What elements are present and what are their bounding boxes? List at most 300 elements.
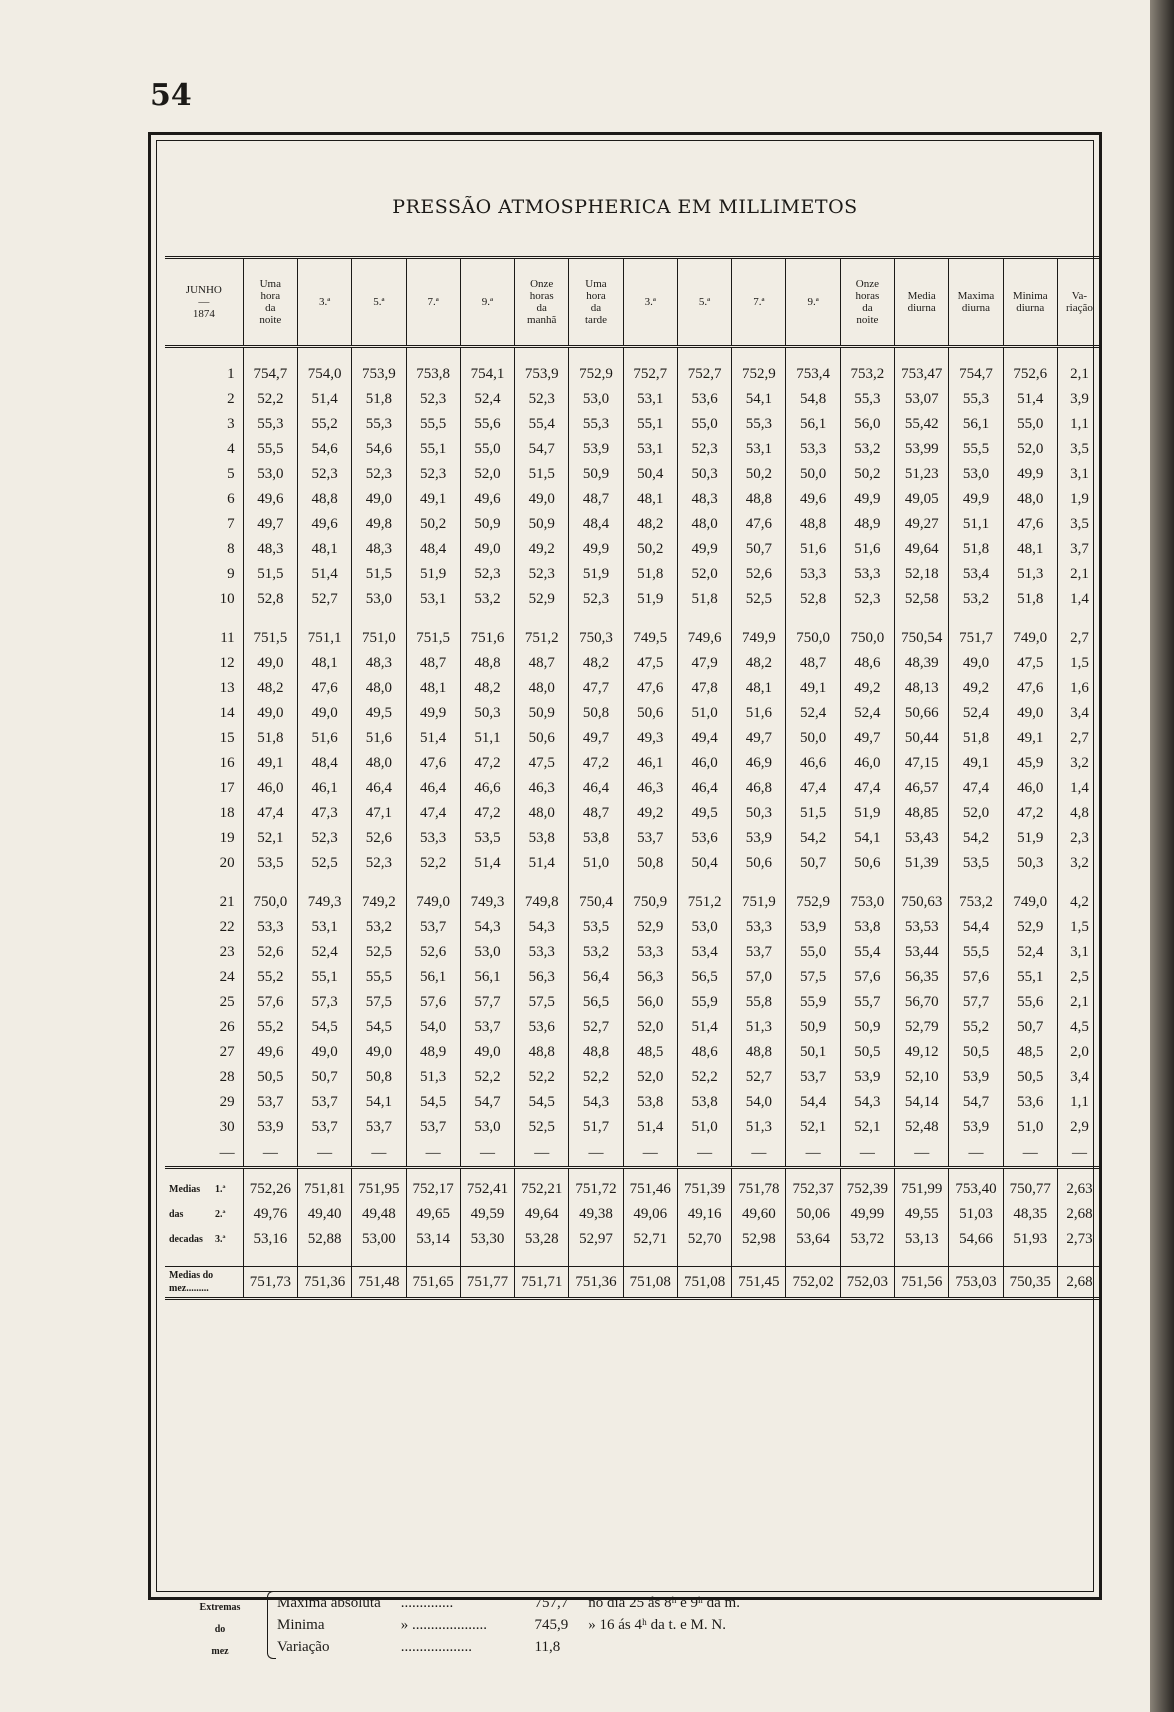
value-cell: 49,1 (1003, 726, 1057, 751)
value-cell: 52,7 (297, 587, 351, 612)
spacer-cell (840, 347, 894, 363)
value-cell: 49,0 (460, 1040, 514, 1065)
value-cell: 50,66 (895, 701, 949, 726)
value-cell: 753,2 (949, 890, 1003, 915)
column-header-line: 7.ª (427, 296, 439, 308)
value-cell: 46,0 (1003, 776, 1057, 801)
value-cell: 50,6 (840, 851, 894, 876)
value-cell: 53,6 (515, 1015, 569, 1040)
value-cell: 52,3 (677, 437, 731, 462)
value-cell: 54,6 (352, 437, 406, 462)
spacer-cell (895, 876, 949, 890)
extreme-note: » 16 ás 4ʰ da t. e M. N. (588, 1617, 726, 1633)
decade-mean-cell: 54,66 (949, 1227, 1003, 1252)
value-cell: 52,0 (623, 1065, 677, 1090)
day-cell: 15 (165, 726, 243, 751)
spacer-cell (297, 1168, 351, 1178)
value-cell: 50,2 (732, 462, 786, 487)
value-cell: 49,0 (297, 701, 351, 726)
value-cell: 3,7 (1070, 541, 1089, 557)
decade-mean-label (165, 1177, 243, 1202)
value-cell: 51,9 (840, 801, 894, 826)
spacer-cell (895, 347, 949, 363)
extreme-name: Variação (277, 1639, 330, 1655)
value-cell: 52,0 (949, 801, 1003, 826)
column-header-line: JUNHO (185, 284, 222, 296)
value-cell: 50,5 (1003, 1065, 1057, 1090)
value-cell: 52,8 (243, 587, 297, 612)
value-cell: 52,6 (406, 940, 460, 965)
day-cell: 11 (165, 626, 243, 651)
value-cell: 51,8 (623, 562, 677, 587)
value-cell: 48,2 (460, 676, 514, 701)
value-cell: 57,3 (297, 990, 351, 1015)
column-header-line: noite (856, 314, 879, 326)
value-cell: 53,3 (732, 915, 786, 940)
decade-number: 3.ª (215, 1234, 226, 1245)
value-cell: 57,0 (732, 965, 786, 990)
value-cell: 56,3 (623, 965, 677, 990)
value-cell: 3,1 (1070, 466, 1089, 482)
day-cell: 1 (165, 362, 243, 387)
column-header-line: da (590, 302, 602, 314)
month-mean-cell: 751,48 (352, 1267, 406, 1299)
value-cell: 50,6 (623, 701, 677, 726)
value-cell: 54,6 (297, 437, 351, 462)
extreme-dots: » .................... (400, 1617, 487, 1633)
value-cell: 50,3 (1003, 851, 1057, 876)
value-cell: 53,2 (569, 940, 623, 965)
value-cell: 51,7 (569, 1115, 623, 1140)
value-cell: 48,6 (840, 651, 894, 676)
value-cell: 50,7 (297, 1065, 351, 1090)
day-cell: 29 (165, 1090, 243, 1115)
extreme-dots: .............. (400, 1595, 454, 1611)
value-cell: 52,9 (1003, 915, 1057, 940)
value-cell: 46,4 (677, 776, 731, 801)
spacer-cell (406, 1252, 460, 1267)
value-cell: 3,2 (1070, 755, 1089, 771)
value-cell: 48,3 (352, 537, 406, 562)
value-cell: 53,9 (243, 1115, 297, 1140)
value-cell: 54,7 (460, 1090, 514, 1115)
value-cell: 50,2 (406, 512, 460, 537)
value-cell: 53,44 (895, 940, 949, 965)
value-cell: 52,48 (895, 1115, 949, 1140)
value-cell: 52,6 (243, 940, 297, 965)
value-cell: 53,1 (406, 587, 460, 612)
value-cell: 53,2 (460, 587, 514, 612)
value-cell: 49,6 (297, 512, 351, 537)
value-cell: 57,6 (406, 990, 460, 1015)
value-cell: 1,6 (1070, 680, 1089, 696)
spacer-cell (460, 612, 514, 626)
value-cell: 56,35 (895, 965, 949, 990)
table-row (165, 362, 1101, 387)
decade-mean-cell: 53,72 (840, 1227, 894, 1252)
value-cell: 52,3 (352, 462, 406, 487)
decade-mean-cell: 53,16 (243, 1227, 297, 1252)
decade-mean-cell: 2,63 (1066, 1181, 1093, 1197)
dash-cell: — (515, 1140, 569, 1168)
value-cell: 51,8 (1003, 587, 1057, 612)
value-cell: 47,4 (786, 776, 840, 801)
spacer-cell (949, 612, 1003, 626)
table-row (165, 726, 1101, 751)
value-cell: 57,6 (243, 990, 297, 1015)
value-cell: 55,3 (949, 387, 1003, 412)
value-cell: 53,3 (786, 562, 840, 587)
value-cell: 52,2 (677, 1065, 731, 1090)
dash-cell: — (352, 1140, 406, 1168)
value-cell: 53,0 (460, 1115, 514, 1140)
extreme-min-row (277, 1613, 726, 1637)
value-cell: 54,5 (352, 1015, 406, 1040)
table-row (165, 676, 1101, 701)
value-cell: 52,0 (460, 462, 514, 487)
spacer-cell (460, 347, 514, 363)
spacer-cell (949, 347, 1003, 363)
dash-cell: — (895, 1140, 949, 1168)
value-cell: 49,7 (243, 512, 297, 537)
value-cell: 1,4 (1070, 780, 1089, 796)
column-header-line: Va- (1071, 290, 1088, 302)
decade-mean-cell: 51,03 (949, 1202, 1003, 1227)
value-cell: 54,3 (460, 915, 514, 940)
decade-mean-label (165, 1202, 243, 1227)
value-cell: 56,0 (623, 990, 677, 1015)
column-header (1057, 258, 1101, 347)
value-cell: 51,8 (243, 726, 297, 751)
month-mean-cell: 751,08 (677, 1267, 731, 1299)
value-cell: 55,8 (732, 990, 786, 1015)
value-cell: 49,1 (243, 751, 297, 776)
value-cell: 48,2 (569, 651, 623, 676)
value-cell: 52,2 (243, 387, 297, 412)
day-cell: 18 (165, 801, 243, 826)
value-cell: 750,3 (569, 626, 623, 651)
value-cell: 55,5 (949, 940, 1003, 965)
value-cell: 53,3 (840, 562, 894, 587)
column-header-line: diurna (961, 302, 991, 314)
dash-cell: — (1003, 1140, 1057, 1168)
value-cell: 2,0 (1070, 1044, 1089, 1060)
month-mean-row (165, 1267, 1101, 1299)
value-cell: 52,8 (786, 587, 840, 612)
dash-row (165, 1140, 1101, 1168)
value-cell: 53,9 (949, 1065, 1003, 1090)
decade-mean-cell: 751,46 (623, 1177, 677, 1202)
value-cell: 47,7 (569, 676, 623, 701)
value-cell: 49,1 (786, 676, 840, 701)
extremes-label-line: mez (211, 1646, 229, 1657)
value-cell: 55,6 (1003, 990, 1057, 1015)
value-cell: 52,4 (460, 387, 514, 412)
value-cell: 49,1 (949, 751, 1003, 776)
value-cell: 54,5 (297, 1015, 351, 1040)
value-cell: 51,4 (677, 1015, 731, 1040)
value-cell: 55,5 (243, 437, 297, 462)
day-cell: 13 (165, 676, 243, 701)
value-cell: 51,4 (460, 851, 514, 876)
value-cell: 48,0 (677, 512, 731, 537)
decade-mean-cell: 52,70 (677, 1227, 731, 1252)
month-mean-cell: 751,56 (895, 1267, 949, 1299)
spacer-cell (840, 612, 894, 626)
value-cell: 48,5 (1003, 1040, 1057, 1065)
value-cell: 53,0 (569, 387, 623, 412)
day-cell: 25 (165, 990, 243, 1015)
value-cell: 51,8 (949, 726, 1003, 751)
value-cell: 47,15 (895, 751, 949, 776)
value-cell: 751,0 (352, 626, 406, 651)
value-cell: 57,6 (949, 965, 1003, 990)
column-header-line: 9.ª (481, 296, 494, 308)
value-cell: 53,7 (297, 1115, 351, 1140)
value-cell: 51,39 (895, 851, 949, 876)
spacer-cell (569, 876, 623, 890)
value-cell: 49,9 (1003, 462, 1057, 487)
spacer-cell (1003, 1252, 1057, 1267)
value-cell: 52,4 (949, 701, 1003, 726)
decade-mean-cell: 752,26 (243, 1177, 297, 1202)
value-cell: 1,1 (1070, 1094, 1089, 1110)
decade-mean-cell: 751,95 (352, 1177, 406, 1202)
value-cell: 750,54 (895, 626, 949, 651)
value-cell: 50,8 (623, 851, 677, 876)
month-mean-cell: 751,45 (732, 1267, 786, 1299)
column-header-line: 3.ª (644, 296, 656, 308)
value-cell: 54,8 (786, 387, 840, 412)
decade-mean-cell: 53,64 (786, 1227, 840, 1252)
column-header (297, 258, 351, 347)
value-cell: 754,7 (243, 362, 297, 387)
value-cell: 49,27 (895, 512, 949, 537)
day-cell: 20 (165, 851, 243, 876)
decade-mean-cell: 51,93 (1003, 1227, 1057, 1252)
value-cell: 53,7 (406, 1115, 460, 1140)
spacer-cell (732, 1252, 786, 1267)
column-header-line: da (265, 302, 276, 314)
spacer-cell (515, 612, 569, 626)
decade-mean-cell: 49,59 (460, 1202, 514, 1227)
value-cell: 750,0 (786, 626, 840, 651)
value-cell: 47,5 (515, 751, 569, 776)
value-cell: 51,6 (786, 537, 840, 562)
value-cell: 49,2 (623, 801, 677, 826)
spacer-cell (623, 347, 677, 363)
value-cell: 50,6 (732, 851, 786, 876)
value-cell: 53,4 (677, 940, 731, 965)
decade-mean-cell: 752,17 (406, 1177, 460, 1202)
value-cell: 51,3 (732, 1115, 786, 1140)
extreme-max-row (277, 1591, 740, 1615)
value-cell: 754,1 (460, 362, 514, 387)
value-cell: 51,3 (406, 1065, 460, 1090)
column-header-line: hora (260, 290, 281, 302)
value-cell: 50,44 (895, 726, 949, 751)
value-cell: 53,3 (406, 826, 460, 851)
value-cell: 46,6 (460, 776, 514, 801)
decade-mean-cell: 49,64 (515, 1202, 569, 1227)
spacer-cell (297, 876, 351, 890)
day-cell: 21 (165, 890, 243, 915)
value-cell: 47,5 (1003, 651, 1057, 676)
value-cell: 55,5 (352, 965, 406, 990)
value-cell: 3,2 (1070, 855, 1089, 871)
decade-mean-cell: 752,39 (840, 1177, 894, 1202)
value-cell: 51,8 (949, 537, 1003, 562)
decade-mean-cell: 52,98 (732, 1227, 786, 1252)
table-row (165, 965, 1101, 990)
value-cell: 50,5 (243, 1065, 297, 1090)
value-cell: 55,1 (406, 437, 460, 462)
value-cell: 49,5 (677, 801, 731, 826)
value-cell: 749,6 (677, 626, 731, 651)
decade-mean-cell: 751,99 (895, 1177, 949, 1202)
table-row (165, 437, 1101, 462)
value-cell: 55,5 (949, 437, 1003, 462)
month-mean-cell: 752,03 (840, 1267, 894, 1299)
decade-mean-cell: 53,13 (895, 1227, 949, 1252)
value-cell: 52,58 (895, 587, 949, 612)
day-cell: 22 (165, 915, 243, 940)
day-cell: 2 (165, 387, 243, 412)
value-cell: 48,5 (623, 1040, 677, 1065)
value-cell: 48,4 (297, 751, 351, 776)
value-cell: 49,9 (569, 537, 623, 562)
column-header (352, 258, 406, 347)
value-cell: 51,6 (297, 726, 351, 751)
value-cell: 50,2 (623, 537, 677, 562)
value-cell: 751,2 (515, 626, 569, 651)
month-mean-cell: 2,68 (1057, 1267, 1101, 1299)
table-row (165, 776, 1101, 801)
value-cell: 53,9 (732, 826, 786, 851)
column-header-line: riação (1066, 302, 1093, 314)
spacer-cell (786, 612, 840, 626)
value-cell: 50,7 (1003, 1015, 1057, 1040)
value-cell: 52,6 (732, 562, 786, 587)
value-cell: 2,7 (1070, 730, 1089, 746)
column-header (406, 258, 460, 347)
value-cell: 49,0 (243, 651, 297, 676)
spacer-cell (165, 1252, 243, 1267)
value-cell: 48,8 (569, 1040, 623, 1065)
column-header-line: 9.ª (807, 296, 819, 308)
value-cell: 749,0 (1003, 626, 1057, 651)
value-cell: 50,3 (677, 462, 731, 487)
value-cell: 749,3 (297, 890, 351, 915)
value-cell: 55,9 (786, 990, 840, 1015)
spacer-cell (460, 876, 514, 890)
value-cell: 751,6 (460, 626, 514, 651)
day-cell: 23 (165, 940, 243, 965)
column-header-line: tarde (585, 314, 607, 326)
month-mean-label-line: mez......... (169, 1283, 209, 1294)
value-cell: 1,5 (1070, 655, 1089, 671)
spacer-cell (515, 347, 569, 363)
value-cell: 51,1 (949, 512, 1003, 537)
value-cell: 52,2 (515, 1065, 569, 1090)
spacer-cell (786, 347, 840, 363)
spacer-cell (406, 347, 460, 363)
value-cell: 51,5 (515, 462, 569, 487)
value-cell: 52,3 (840, 587, 894, 612)
value-cell: 55,3 (243, 412, 297, 437)
dash-cell: — (165, 1140, 243, 1168)
value-cell: 46,4 (406, 776, 460, 801)
spacer-cell (895, 1252, 949, 1267)
value-cell: 47,1 (352, 801, 406, 826)
value-cell: 54,2 (949, 826, 1003, 851)
spacer-cell (165, 347, 243, 363)
dash-cell: — (406, 1140, 460, 1168)
value-cell: 46,6 (786, 751, 840, 776)
value-cell: 750,9 (623, 890, 677, 915)
value-cell: 55,42 (895, 412, 949, 437)
value-cell: 56,1 (949, 412, 1003, 437)
value-cell: 48,8 (786, 512, 840, 537)
decade-mean-cell: 49,60 (732, 1202, 786, 1227)
decade-mean-label-word: das (169, 1209, 184, 1220)
decade-mean-cell: 48,35 (1003, 1202, 1057, 1227)
table-row (165, 537, 1101, 562)
decade-mean-cell: 53,28 (515, 1227, 569, 1252)
value-cell: 49,3 (623, 726, 677, 751)
value-cell: 49,6 (243, 487, 297, 512)
value-cell: 52,3 (569, 587, 623, 612)
value-cell: 751,5 (243, 626, 297, 651)
value-cell: 49,4 (677, 726, 731, 751)
value-cell: 49,0 (515, 487, 569, 512)
value-cell: 753,9 (515, 362, 569, 387)
decade-mean-cell: 49,48 (352, 1202, 406, 1227)
value-cell: 48,1 (297, 651, 351, 676)
value-cell: 51,9 (569, 562, 623, 587)
value-cell: 56,5 (677, 965, 731, 990)
value-cell: 47,4 (949, 776, 1003, 801)
value-cell: 4,2 (1070, 894, 1089, 910)
value-cell: 55,2 (297, 412, 351, 437)
decade-mean-cell: 50,06 (786, 1202, 840, 1227)
table-row (165, 626, 1101, 651)
decade-mean-cell: 53,14 (406, 1227, 460, 1252)
value-cell: 51,3 (1003, 562, 1057, 587)
spacer-row (165, 347, 1101, 363)
page-title: PRESSÃO ATMOSPHERICA EM MILLIMETOS (392, 196, 858, 218)
spacer-cell (623, 1168, 677, 1178)
value-cell: 49,2 (949, 676, 1003, 701)
spacer-cell (569, 1168, 623, 1178)
value-cell: 54,14 (895, 1090, 949, 1115)
value-cell: 56,0 (840, 412, 894, 437)
value-cell: 50,5 (949, 1040, 1003, 1065)
value-cell: 48,8 (297, 487, 351, 512)
spacer-cell (623, 1252, 677, 1267)
value-cell: 48,8 (732, 487, 786, 512)
value-cell: 46,1 (297, 776, 351, 801)
value-cell: 52,2 (406, 851, 460, 876)
value-cell: 50,0 (786, 726, 840, 751)
value-cell: 54,1 (732, 387, 786, 412)
day-cell: 4 (165, 437, 243, 462)
value-cell: 52,7 (732, 1065, 786, 1090)
month-mean-label-line: Medias do (169, 1270, 214, 1281)
extreme-value: 757,7 (534, 1595, 569, 1611)
value-cell: 53,2 (840, 437, 894, 462)
pressure-table-wrap (165, 256, 1101, 1300)
